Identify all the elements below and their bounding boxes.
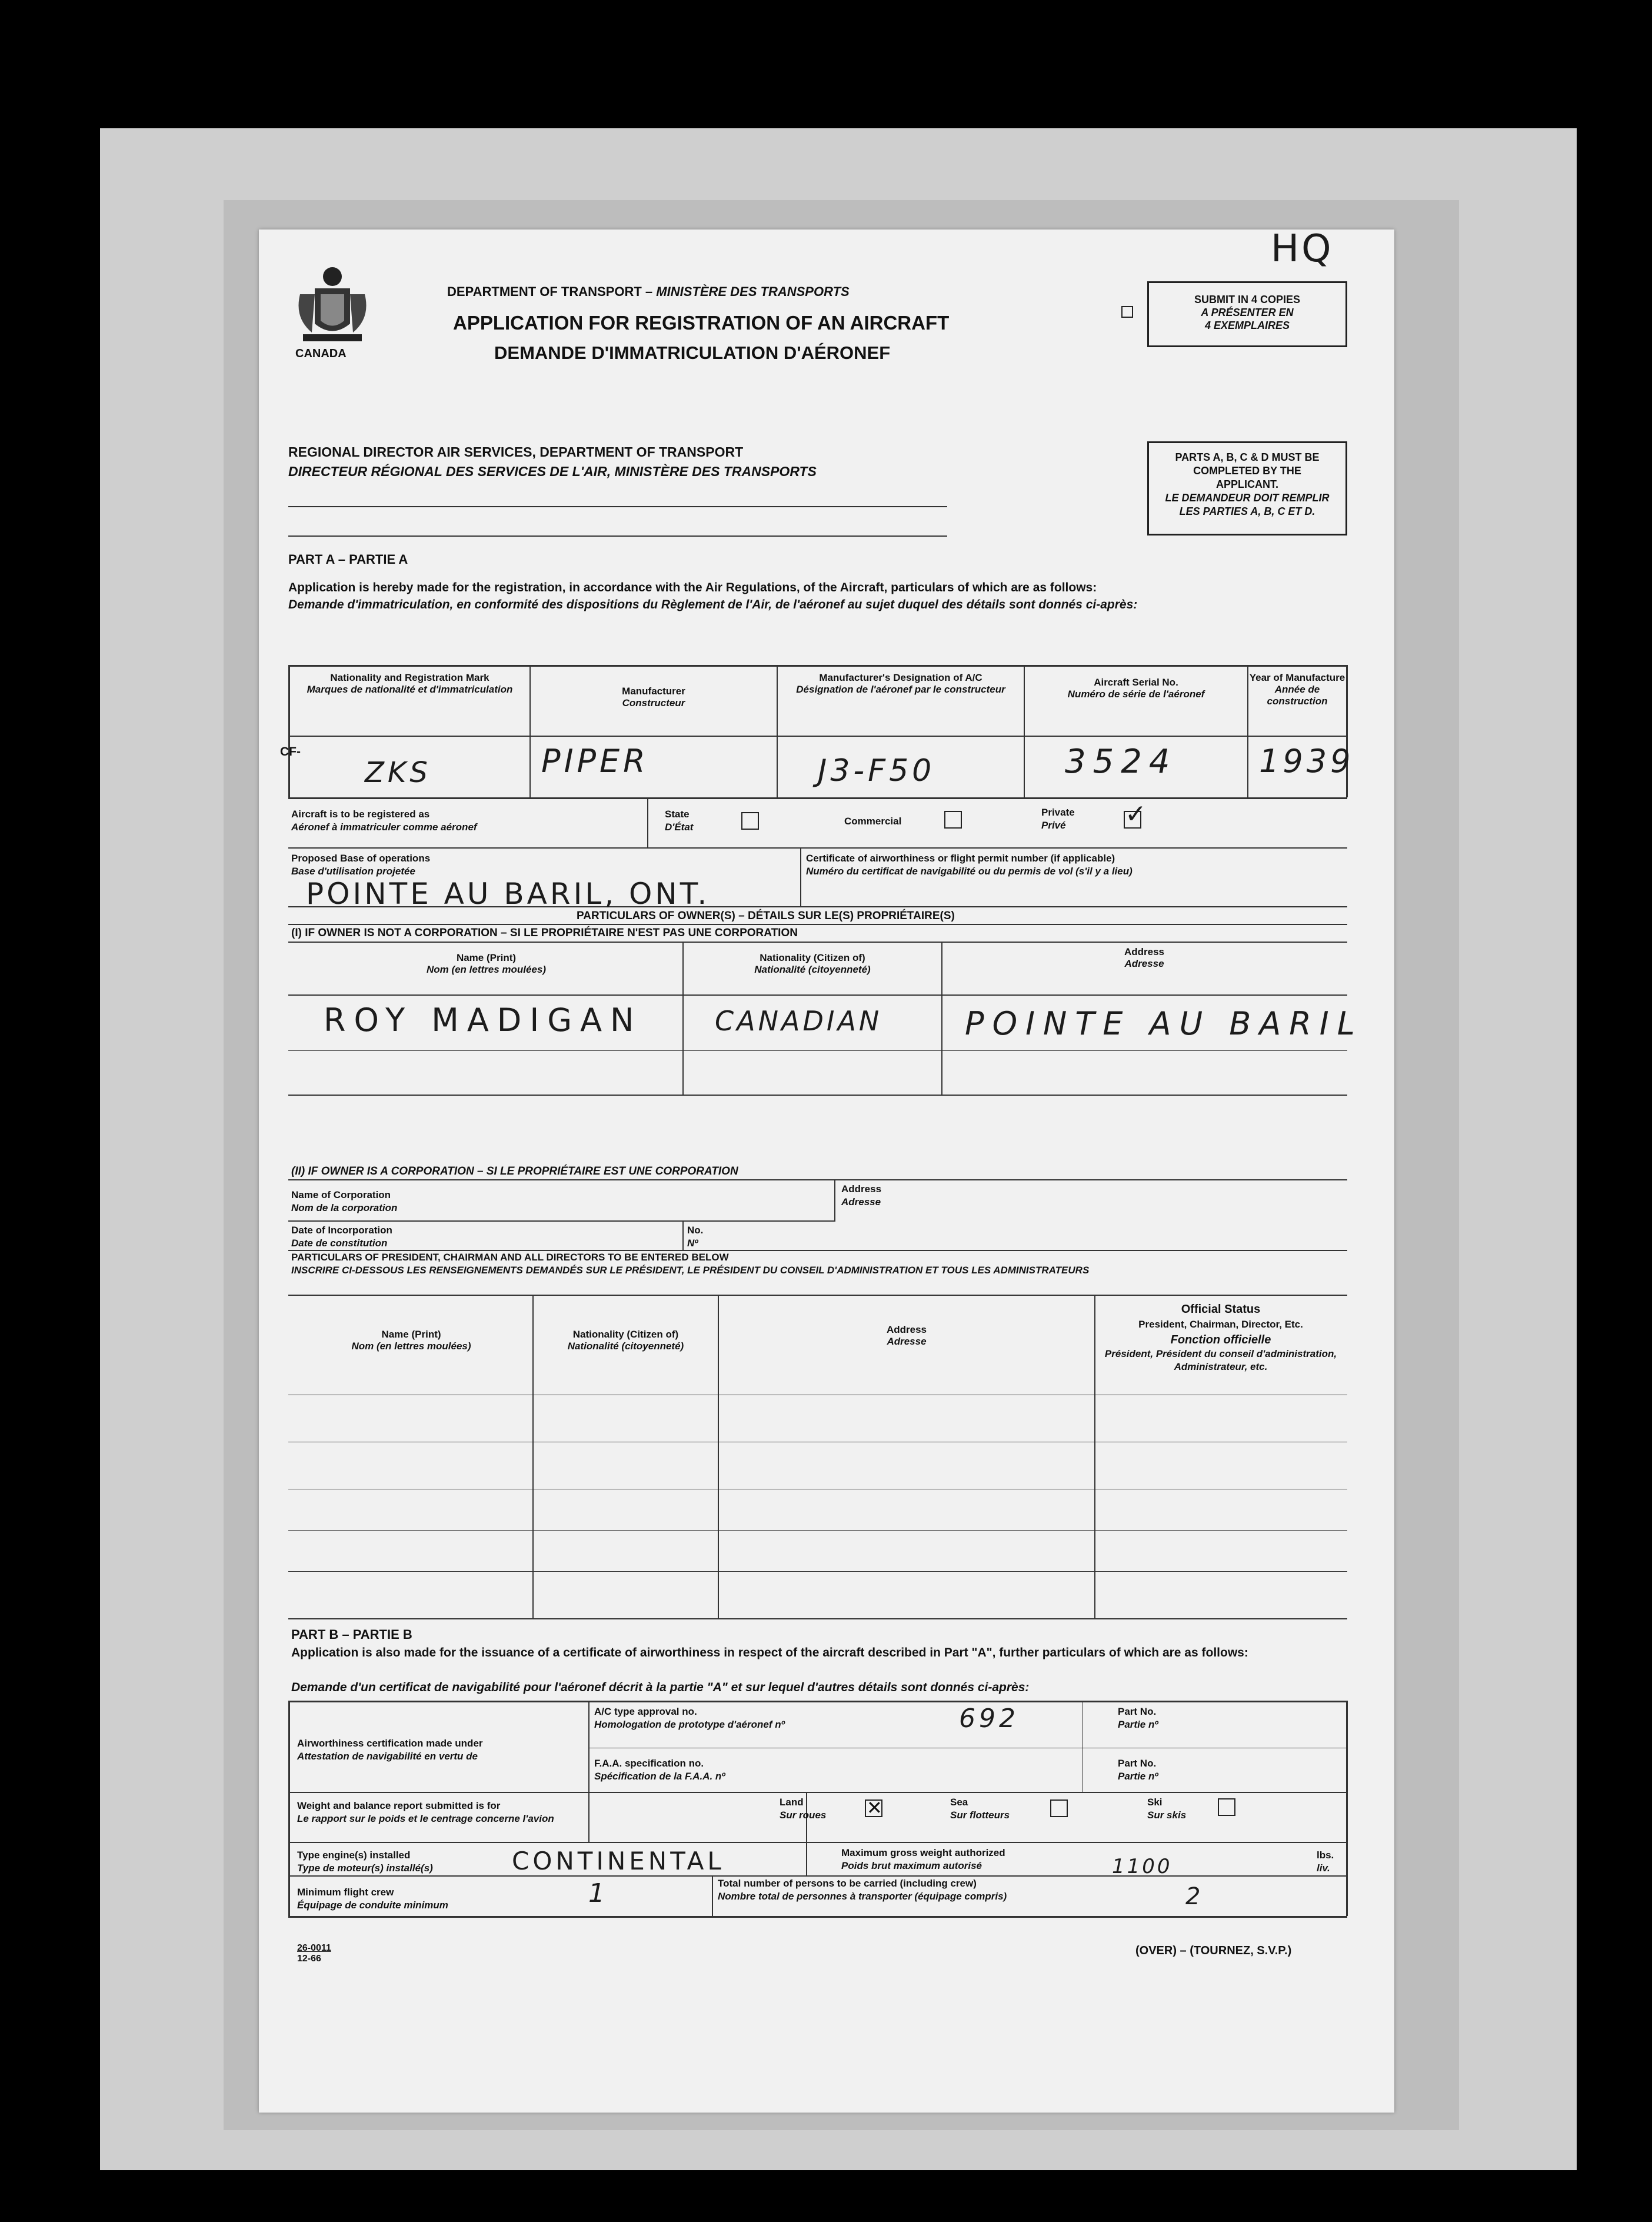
- col-manufacturer-en: Manufacturer: [622, 686, 685, 697]
- corp-name-en: Name of Corporation: [291, 1189, 391, 1200]
- dir-top: [288, 1295, 1347, 1296]
- part-a-intro-en: Application is hereby made for the registration, in accordance with the Air Regulations, of the Aircraft, particulars of which are as follows:: [288, 581, 1097, 594]
- persons-fr: Nombre total de personnes à transporter (équipage compris): [718, 1891, 1007, 1902]
- ski-en: Ski: [1147, 1797, 1163, 1808]
- regas-col: [647, 797, 648, 847]
- col-serial-fr: Numéro de série de l'aéronef: [1067, 688, 1205, 700]
- pb-bottom: [288, 1916, 1347, 1918]
- col-serial-en: Aircraft Serial No.: [1094, 677, 1178, 688]
- state-en: State: [665, 809, 690, 820]
- table-header-rule: [288, 736, 1347, 737]
- no-en: No.: [687, 1225, 704, 1236]
- lbs-en: lbs.: [1317, 1850, 1334, 1861]
- form-no: 26-0011: [297, 1943, 331, 1953]
- private-label: [1041, 806, 1075, 832]
- coat-of-arms-icon: [288, 259, 377, 347]
- part-b-intro-en: Application is also made for the issuance of a certificate of airworthiness in respect of the aircraft described in Part "A", further particulars of which are as follows:: [291, 1646, 1248, 1659]
- commercial-checkbox[interactable]: [944, 811, 962, 829]
- col-manufacturer-fr: Constructeur: [622, 697, 685, 708]
- parts-notice-text: [1148, 451, 1346, 518]
- part-no-fr-2: Partie nº: [1118, 1771, 1158, 1782]
- type-approval-fr: Homologation de prototype d'aéronef nº: [594, 1719, 785, 1730]
- state-label: [665, 808, 693, 834]
- dir-col-name-fr: Nom (en lettres moulées): [351, 1340, 471, 1352]
- owner-head-bottom: [288, 994, 1347, 996]
- official-fr2: Président, Président du conseil d'administration, Administrateur, etc.: [1104, 1348, 1337, 1372]
- part-no-en-1: Part No.: [1118, 1706, 1157, 1717]
- submit-tick-box: [1121, 306, 1133, 318]
- ski-label: [1147, 1796, 1186, 1822]
- pb-col-1: [588, 1701, 589, 1842]
- inc-fr: Date de constitution: [291, 1238, 388, 1249]
- col-designation-en: Manufacturer's Designation of A/C: [819, 672, 982, 683]
- submit-line-1: SUBMIT IN 4 COPIES: [1194, 294, 1301, 305]
- no-label: [687, 1224, 703, 1250]
- base-value: POINTE AU BARIL, ONT.: [306, 877, 710, 911]
- dir-col-nat: [534, 1329, 718, 1352]
- submit-copies-text: [1148, 293, 1346, 332]
- base-label: [291, 852, 430, 878]
- crew-en: Minimum flight crew: [297, 1887, 394, 1898]
- dept-fr: MINISTÈRE DES TRANSPORTS: [656, 284, 850, 299]
- form-number: [297, 1943, 331, 1964]
- corp-addr-label: [841, 1183, 881, 1209]
- dir-row-3: [288, 1530, 1347, 1531]
- crew-fr: Équipage de conduite minimum: [297, 1900, 448, 1911]
- official-en2: President, Chairman, Director, Etc.: [1138, 1319, 1303, 1330]
- part-no-label-2: [1118, 1757, 1158, 1783]
- inc-en: Date of Incorporation: [291, 1225, 392, 1236]
- owner-col-addr-fr: Adresse: [1124, 958, 1164, 969]
- directors-fr: INSCRIRE CI-DESSOUS LES RENSEIGNEMENTS DEMANDÉS SUR LE PRÉSIDENT, LE PRÉSIDENT DU CONSEIL D'ADMINISTRATION ET TOUS LES ADMINISTRATEURS: [291, 1265, 1090, 1276]
- year-value: 1939: [1259, 743, 1354, 780]
- land-check-mark: ✕: [867, 1797, 882, 1818]
- registration-form: [259, 229, 1394, 2113]
- over-label: (OVER) – (TOURNEZ, S.V.P.): [1135, 1944, 1292, 1957]
- dir-col-nat-en: Nationality (Citizen of): [572, 1329, 679, 1340]
- engine-value: CONTINENTAL: [512, 1847, 725, 1875]
- state-fr: D'État: [665, 821, 694, 833]
- corp-addr-en: Address: [841, 1183, 882, 1195]
- dir-col-addr: [719, 1324, 1094, 1348]
- col-year: [1248, 672, 1346, 707]
- owner-col-addr-en: Address: [1124, 946, 1165, 957]
- private-fr: Privé: [1041, 820, 1066, 831]
- hq-annotation: HQ: [1271, 227, 1334, 271]
- table-top-rule: [288, 665, 1347, 667]
- regas-rule: [288, 847, 1347, 849]
- dir-col-nat-fr: Nationalité (citoyenneté): [567, 1340, 684, 1352]
- owner-col-name-en: Name (Print): [456, 952, 517, 963]
- type-approval-en: A/C type approval no.: [594, 1706, 697, 1717]
- cf-prefix: CF-: [280, 745, 301, 759]
- col-serial: [1025, 677, 1247, 700]
- sea-fr: Sur flotteurs: [950, 1809, 1010, 1821]
- dir-bottom: [288, 1618, 1347, 1619]
- mgw-fr: Poids brut maximum autorisé: [841, 1860, 982, 1871]
- corp-col: [834, 1179, 835, 1220]
- commercial-label: Commercial: [844, 816, 902, 827]
- private-check-mark: ✓: [1125, 799, 1150, 829]
- directors-en: PARTICULARS OF PRESIDENT, CHAIRMAN AND ALL DIRECTORS TO BE ENTERED BELOW: [291, 1252, 729, 1263]
- department-line: DEPARTMENT OF TRANSPORT – MINISTÈRE DES TRANSPORTS: [447, 284, 850, 299]
- form-title-fr: DEMANDE D'IMMATRICULATION D'AÉRONEF: [494, 342, 891, 363]
- pb-top: [288, 1701, 1347, 1702]
- sea-label: [950, 1796, 1010, 1822]
- pb-col-4: [712, 1875, 713, 1916]
- form-title: APPLICATION FOR REGISTRATION OF AN AIRCRAFT: [453, 312, 950, 334]
- part-b-heading: PART B – PARTIE B: [291, 1627, 412, 1642]
- registered-as-fr: Aéronef à immatriculer comme aéronef: [291, 821, 477, 833]
- ski-fr: Sur skis: [1147, 1809, 1187, 1821]
- owner-addr-value: POINTE AU BARIL: [965, 1005, 1363, 1042]
- form-date: 12-66: [297, 1954, 321, 1964]
- wb-fr: Le rapport sur le poids et le centrage concerne l'avion: [297, 1813, 554, 1824]
- owner-col-nat: [684, 952, 941, 976]
- country-label: CANADA: [295, 347, 347, 360]
- coa-en: Certificate of airworthiness or flight permit number (if applicable): [806, 853, 1115, 864]
- owner-col-name: [290, 952, 682, 976]
- corp-name-fr: Nom de la corporation: [291, 1202, 398, 1213]
- mgw-en: Maximum gross weight authorized: [841, 1847, 1005, 1858]
- manufacturer-value: PIPER: [541, 743, 649, 780]
- dir-col-official: [1095, 1302, 1346, 1373]
- owner-row-2: [288, 1050, 1347, 1051]
- base-col: [800, 847, 801, 906]
- land-fr: Sur roues: [780, 1809, 827, 1821]
- dir-col-name: [290, 1329, 532, 1352]
- official-en: Official Status: [1181, 1303, 1261, 1316]
- lbs-label: [1317, 1849, 1334, 1875]
- land-label: [780, 1796, 826, 1822]
- dir-col-addr-fr: Adresse: [887, 1336, 927, 1347]
- private-en: Private: [1041, 807, 1075, 818]
- pb-left: [288, 1701, 290, 1916]
- not-corp-heading: (I) IF OWNER IS NOT A CORPORATION – SI LE PROPRIÉTAIRE N'EST PAS UNE CORPORATION: [291, 927, 798, 939]
- persons-en: Total number of persons to be carried (including crew): [718, 1878, 977, 1889]
- addressee-line-1: [288, 506, 947, 507]
- coa-fr: Numéro du certificat de navigabilité ou du permis de vol (s'il y a lieu): [806, 866, 1133, 877]
- persons-label: [718, 1877, 1007, 1903]
- state-checkbox[interactable]: [741, 812, 759, 830]
- corp-addr-fr: Adresse: [841, 1196, 881, 1208]
- base-fr: Base d'utilisation projetée: [291, 866, 415, 877]
- persons-value: 2: [1185, 1883, 1204, 1910]
- land-en: Land: [780, 1797, 804, 1808]
- registered-as-label: [291, 808, 477, 834]
- notice-line-4: LE DEMANDEUR DOIT REMPLIR: [1165, 492, 1330, 504]
- part-a-intro-fr: Demande d'immatriculation, en conformité des dispositions du Règlement de l'Air, de l'aéronef au sujet duquel des détails sont donnés ci-après:: [288, 598, 1138, 611]
- part-no-label-1: [1118, 1705, 1158, 1731]
- part-a-heading: PART A – PARTIE A: [288, 552, 408, 567]
- col-reg-mark-en: Nationality and Registration Mark: [330, 672, 489, 683]
- faa-label: [594, 1757, 725, 1783]
- type-approval-value: 692: [959, 1704, 1019, 1734]
- addressee-fr: DIRECTEUR RÉGIONAL DES SERVICES DE L'AIR, MINISTÈRE DES TRANSPORTS: [288, 464, 817, 479]
- part-no-fr-1: Partie nº: [1118, 1719, 1158, 1730]
- table-bottom-rule: [288, 797, 1347, 799]
- notice-line-5: LES PARTIES A, B, C ET D.: [1179, 505, 1315, 517]
- mgw-value: 1100: [1112, 1855, 1173, 1878]
- cert-label: [297, 1737, 483, 1763]
- owner-col-nat-en: Nationality (Citizen of): [760, 952, 865, 963]
- notice-line-2: COMPLETED BY THE: [1193, 465, 1301, 477]
- submit-line-3: 4 EXEMPLAIRES: [1204, 320, 1290, 331]
- notice-line-1: PARTS A, B, C & D MUST BE: [1175, 451, 1320, 463]
- corp-name-label: [291, 1189, 397, 1215]
- addressee-line-2: [288, 535, 947, 537]
- mgw-label: [841, 1847, 1005, 1872]
- pb-row-2: [288, 1842, 1347, 1843]
- sea-en: Sea: [950, 1797, 968, 1808]
- owner-col-name-fr: Nom (en lettres moulées): [426, 964, 547, 975]
- col-reg-mark: [290, 672, 529, 696]
- notice-line-3: APPLICANT.: [1215, 478, 1278, 490]
- pb-row-3: [288, 1875, 1347, 1877]
- faa-en: F.A.A. specification no.: [594, 1758, 704, 1769]
- wb-label: [297, 1799, 554, 1825]
- col-reg-mark-fr: Marques de nationalité et d'immatriculation: [307, 684, 513, 695]
- dept-en: DEPARTMENT OF TRANSPORT: [447, 284, 642, 299]
- owners-rule: [288, 924, 1347, 925]
- part-b-intro-fr: Demande d'un certificat de navigabilité pour l'aéronef décrit à la partie "A" et sur lequel d'autres détails sont donnés ci-après:: [291, 1681, 1030, 1694]
- registered-as-en: Aircraft is to be registered as: [291, 809, 430, 820]
- col-year-fr: Année de construction: [1267, 684, 1328, 707]
- faa-fr: Spécification de la F.A.A. nº: [594, 1771, 725, 1782]
- crew-value: 1: [588, 1878, 608, 1908]
- submit-line-2: A PRÉSENTER EN: [1201, 307, 1294, 318]
- table-col-1: [529, 665, 531, 797]
- pb-row-1: [288, 1792, 1347, 1793]
- pb-right: [1346, 1701, 1348, 1916]
- col-manufacturer: [531, 686, 777, 709]
- col-designation: [778, 672, 1024, 696]
- engine-label: [297, 1849, 433, 1875]
- directors-heading: [291, 1251, 1327, 1277]
- corp-heading: (II) IF OWNER IS A CORPORATION – SI LE PROPRIÉTAIRE EST UNE CORPORATION: [291, 1165, 738, 1177]
- addressee-en: REGIONAL DIRECTOR AIR SERVICES, DEPARTMENT OF TRANSPORT: [288, 444, 744, 460]
- serial-value: 3524: [1065, 743, 1177, 781]
- owners-heading: PARTICULARS OF OWNER(S) – DÉTAILS SUR LE(S) PROPRIÉTAIRE(S): [577, 910, 955, 922]
- owner-col-nat-fr: Nationalité (citoyenneté): [754, 964, 871, 975]
- dir-row-4: [288, 1571, 1347, 1572]
- corp-no-col: [682, 1220, 684, 1250]
- owner-nat-value: CANADIAN: [715, 1005, 882, 1037]
- col-year-en: Year of Manufacture: [1249, 672, 1345, 683]
- crew-label: [297, 1886, 448, 1912]
- designation-value: J3-F50: [818, 753, 935, 789]
- cert-en: Airworthiness certification made under: [297, 1738, 483, 1749]
- engine-fr: Type de moteur(s) installé(s): [297, 1862, 433, 1874]
- reg-mark-value: ZKS: [365, 756, 431, 789]
- wb-en: Weight and balance report submitted is for: [297, 1800, 501, 1811]
- liv-fr: liv.: [1317, 1862, 1330, 1874]
- owner-head-top: [288, 942, 1347, 943]
- type-approval-label: [594, 1705, 785, 1731]
- corp-top: [288, 1179, 1347, 1180]
- dir-col-addr-en: Address: [886, 1324, 927, 1335]
- cert-fr: Attestation de navigabilité en vertu de: [297, 1751, 478, 1762]
- inc-label: [291, 1224, 392, 1250]
- coa-label: [806, 852, 1133, 878]
- official-fr: Fonction officielle: [1170, 1333, 1271, 1346]
- no-fr: Nº: [687, 1238, 698, 1249]
- ski-checkbox[interactable]: [1218, 1798, 1235, 1816]
- engine-en: Type engine(s) installed: [297, 1850, 411, 1861]
- col-designation-fr: Désignation de l'aéronef par le constructeur: [796, 684, 1005, 695]
- dir-col-name-en: Name (Print): [381, 1329, 441, 1340]
- owner-row-3: [288, 1095, 1347, 1096]
- base-en: Proposed Base of operations: [291, 853, 431, 864]
- part-no-en-2: Part No.: [1118, 1758, 1157, 1769]
- sea-checkbox[interactable]: [1050, 1799, 1068, 1817]
- owner-col-addr: [942, 946, 1346, 970]
- owner-name-value: ROY MADIGAN: [324, 1002, 642, 1039]
- corp-mid: [288, 1220, 835, 1222]
